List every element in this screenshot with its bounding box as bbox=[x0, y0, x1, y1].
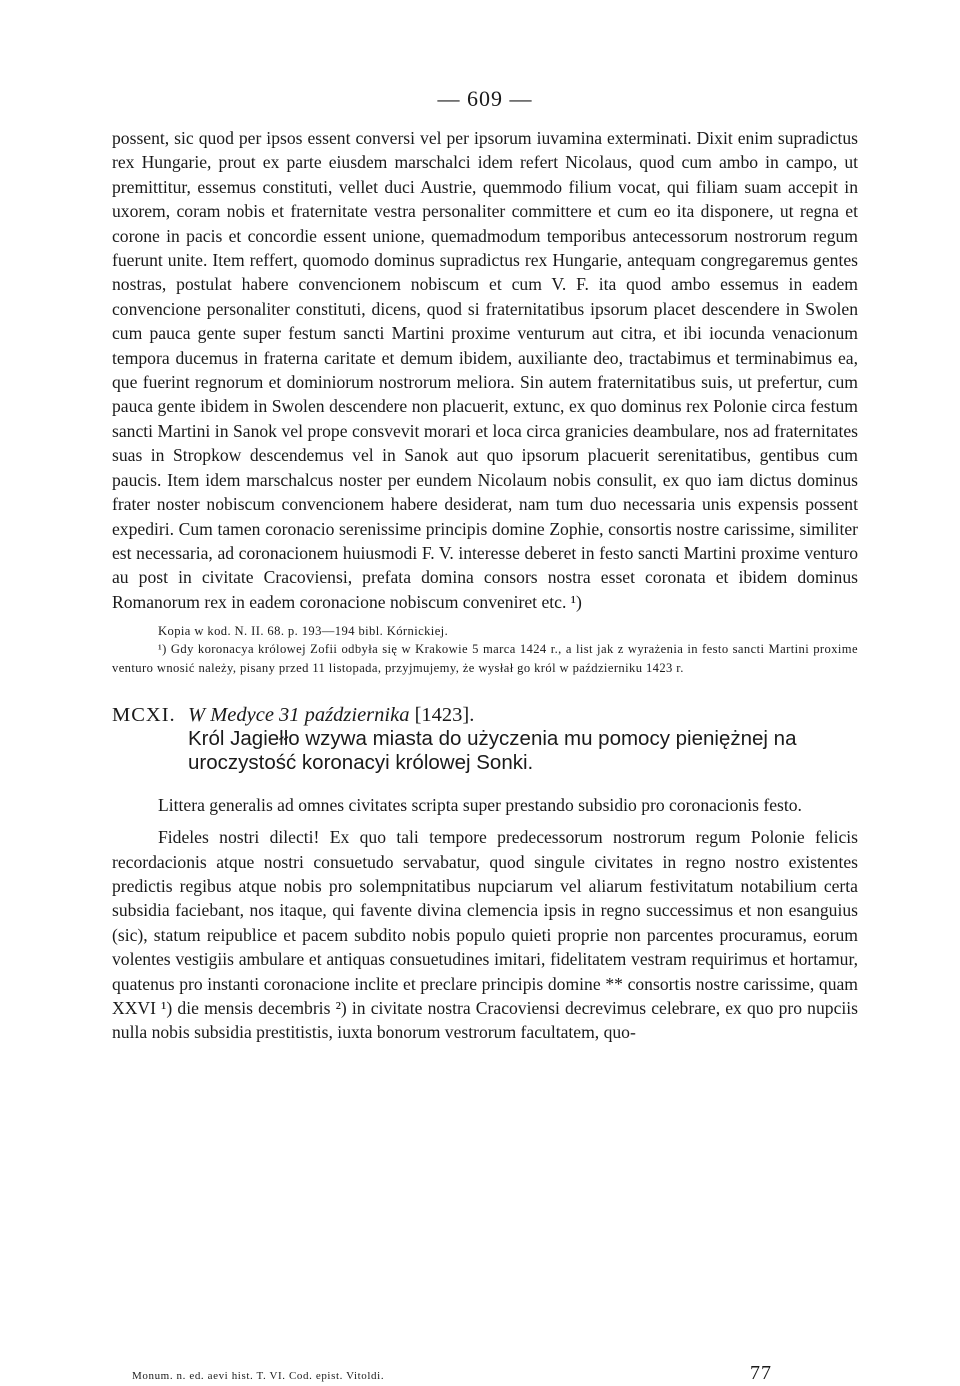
document-rubric: Littera generalis ad omnes civitates scripta super prestando subsidio pro coronacionis festo. bbox=[158, 794, 802, 815]
document-text: Fideles nostri dilecti! Ex quo tali tempore predecessorum nostrorum regum Polonie felicis recordacionis atque nostri consuetudo servabatur, quod singule civitates in regno nostro existentes predictis regibus atque nobis pro solempnitatibus nupciarum vel aliarum festivitatum notabilium certa subsidia faciebant, nos itaque, qui favente divina clemencia ipsis in regno successimus et non esanguius (sic), statum reipublice et pacem subdito nobis populo quieti proprie non parcentes procuramus, eorum volentes vestigiis ambulare et antiquas consuetudines imitari, fidelitatem vestram requirimus et hortamur, quatenus pro instanti coronacione inclite et preclare principis domine ** consortis nostre carissime, quam XXVI ¹) die mensis decembris ²) in civitate nostra Cracoviensi decrevimus celebrare, ex quo pro nupciis nulla nobis subsidia prestitistis, iuxta bonorum vestrorum facultatem, quo- bbox=[112, 827, 858, 1043]
footnotes bbox=[112, 622, 858, 677]
document-page bbox=[112, 86, 858, 1045]
footer-source: Monum. n. ed. aevi hist. T. VI. Cod. epist. Vitoldi. bbox=[132, 1370, 385, 1382]
continued-letter-text: possent, sic quod per ipsos essent conversi vel per ipsorum iuvamina exterminati. Dixit enim supradictus rex Hungarie, prout ex parte eiusdem marschalci idem refert Nicolaus, quod cum ambo in campo, ut premittitur, essemus constituti, vellet duci Austrie, quemmodo filium vocat, qui filiam suam accepit in uxorem, coram nobis et fraternitate vestra personaliter committere et cum eo ita disponere, ut regna et corone in pacis et concordie essent unione, quemadmodum temporibus antecessorum nostrorum regum fuerunt unite. Item reffert, quomodo dominus supradictus rex Hungarie, antequam congregaremus gentes nostras, postulat habere convencionem nobiscum et cum V. F. ita quod ambo essemus in eadem convencione personaliter constituti, dicens, quod si fraternitatibus ipsorum placet descendere in Swolen cum pauca gente super festum sancti Martini proxime venturum aut citra, et ibi iocunda venacionum tempora ducemus in fraterna caritate et demum ibidem, auxiliante deo, tractabimus et terminabimus ea, que fuerint regnorum et dominiorum nostrorum meliora. Sin autem fraternitatibus suis, ut prefertur, cum pauca gente ibidem in Swolen descendere non placuerit, extunc, ex quo dominus rex Polonie circa festum sancti Martini in Sanok vel prope consvevit morari et loca circa granicies deambulare, nos ad fraternitates suas in Stropkow descendemus vel in Sanok aut quo ipsorum placuerit serenitatibus, gentibus cum paucis. Item idem marschalcus noster per eundem Nicolaum nobis consulit, ex quo iam dictus dominus frater noster nobiscum convencionem habere desiderat, nam tum duo necessaria unis expensis possent expediri. Cum tamen coronacio serenissime principis domine Zophie, consortis nostre carissime, similiter est necessaria, ad coronacionem huiusmodi F. V. interesse deberet in festo sancti Martini proxime venturo au post in civitate Cracoviensi, prefata domina consors nostra esset coronata et ibidem dominus Romanorum rex in eadem coronacione nobiscum conveniret etc. ¹) bbox=[112, 128, 858, 612]
page-number: — 609 — bbox=[437, 86, 533, 111]
signature-mark: 77 bbox=[750, 1362, 772, 1384]
document-place-date bbox=[188, 703, 858, 727]
document-year: [1423]. bbox=[414, 703, 475, 726]
document-heading bbox=[112, 703, 858, 727]
document-place: W Medyce 31 października bbox=[188, 703, 410, 726]
footnote-source: Kopia w kod. N. II. 68. p. 193—194 bibl. Kórnickiej. bbox=[158, 624, 449, 639]
document-number: MCXI. bbox=[112, 703, 176, 726]
footnote-1: ¹) Gdy koronacya królowej Zofii odbyła się w Krakowie 5 marca 1424 r., a list jak z wyrażenia in festo sancti Martini proxime venturo wnosić należy, pisany przed 11 listopada, przyjmujemy, że wysłał go król w październiku 1423 r. bbox=[112, 642, 858, 675]
page-footer bbox=[132, 1362, 772, 1385]
document-summary: Król Jagiełło wzywa miasta do użyczenia mu pomocy pieniężnej na uroczystość koronacyi królowej Sonki. bbox=[188, 726, 797, 774]
